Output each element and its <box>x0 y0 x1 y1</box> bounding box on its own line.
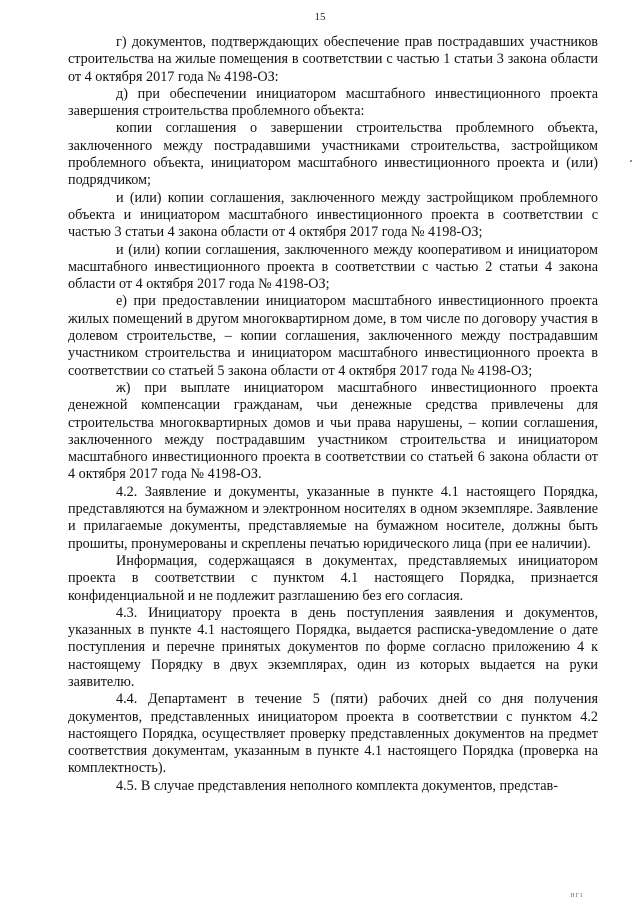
paragraph-g: г) документов, подтверждающих обеспечение прав пострадавших участников строительства на жилые помещения в соответствии с частью 1 статьи 3 закона области от 4 октября 2017 года № 4198-ОЗ: <box>68 34 598 85</box>
paragraph-4-4: 4.4. Департамент в течение 5 (пяти) рабочих дней со дня получения документов, представленных инициатором проекта в соответствии с пунктом 4.2 настоящего Порядка, осуществляет проверку представленных документов на предмет соответствия документам, указанным в пункте 4.1 настоящего Порядка (проверка на комплектность). <box>68 691 598 777</box>
paragraph-4-3: 4.3. Инициатору проекта в день поступления заявления и документов, указанных в пункте 4.1 настоящего Порядка, выдается расписка-уведомление о дате поступления и перечне принятых документов по форме согласно приложению 4 к настоящему Порядку в двух экземплярах, один из которых выдается на руки заявителю. <box>68 604 598 690</box>
paragraph-4-2-info: Информация, содержащаяся в документах, представляемых инициатором проекта в соответствии с пунктом 4.1 настоящего Порядка, признается конфиденциальной и не подлежит разглашению без его согласия. <box>68 552 598 604</box>
scan-speck <box>630 160 632 162</box>
paragraph-e: е) при предоставлении инициатором масштабного инвестиционного проекта жилых помещений в другом многоквартирном доме, в том числе по договору участия в долевом строительстве, – копии соглашения, заключенного между пострадавшим участником строительства и инициатором масштабного инвестиционного проекта в соответствии со статьей 5 закона области от 4 октября 2017 года № 4198-ОЗ; <box>68 293 598 379</box>
paragraph-d-item-2: и (или) копии соглашения, заключенного между застройщиком проблемного объекта и инициатором масштабного инвестиционного проекта в соответствии с частью 3 статьи 4 закона области от 4 октября 2017 года № 4198-ОЗ; <box>68 189 598 241</box>
paragraph-d-item-1: копии соглашения о завершении строительства проблемного объекта, заключенного между пострадавшими участниками строительства, застройщиком проблемного объекта, инициатором масштабного инвестиционного проекта и (или) подрядчиком; <box>68 120 598 189</box>
document-body <box>68 34 598 795</box>
page-number: 15 <box>314 11 326 23</box>
paragraph-zh: ж) при выплате инициатором масштабного инвестиционного проекта денежной компенсации гражданам, чьи денежные средства привлечены для строительства многоквартирных домов и чьи права нарушены, – копии соглашения, заключенного между пострадавшим участником строительства и инициатором масштабного инвестиционного проекта в соответствии со статьей 6 закона области от 4 октября 2017 года № 4198-ОЗ. <box>68 379 598 483</box>
footer-mark: НГ1 <box>570 893 584 899</box>
paragraph-d-item-3: и (или) копии соглашения, заключенного между кооперативом и инициатором масштабного инвестиционного проекта в соответствии с частью 2 статьи 4 закона области от 4 октября 2017 года № 4198-ОЗ; <box>68 241 598 293</box>
paragraph-4-2: 4.2. Заявление и документы, указанные в пункте 4.1 настоящего Порядка, представляются на бумажном и электронном носителях в одном экземпляре. Заявление и прилагаемые документы, представляемые на бумажном носителе, должны быть прошиты, пронумерованы и скреплены печатью юридического лица (при ее наличии). <box>68 483 598 552</box>
paragraph-d: д) при обеспечении инициатором масштабного инвестиционного проекта завершения строительства проблемного объекта: <box>68 85 598 120</box>
paragraph-4-5: 4.5. В случае представления неполного комплекта документов, представ- <box>116 777 558 794</box>
